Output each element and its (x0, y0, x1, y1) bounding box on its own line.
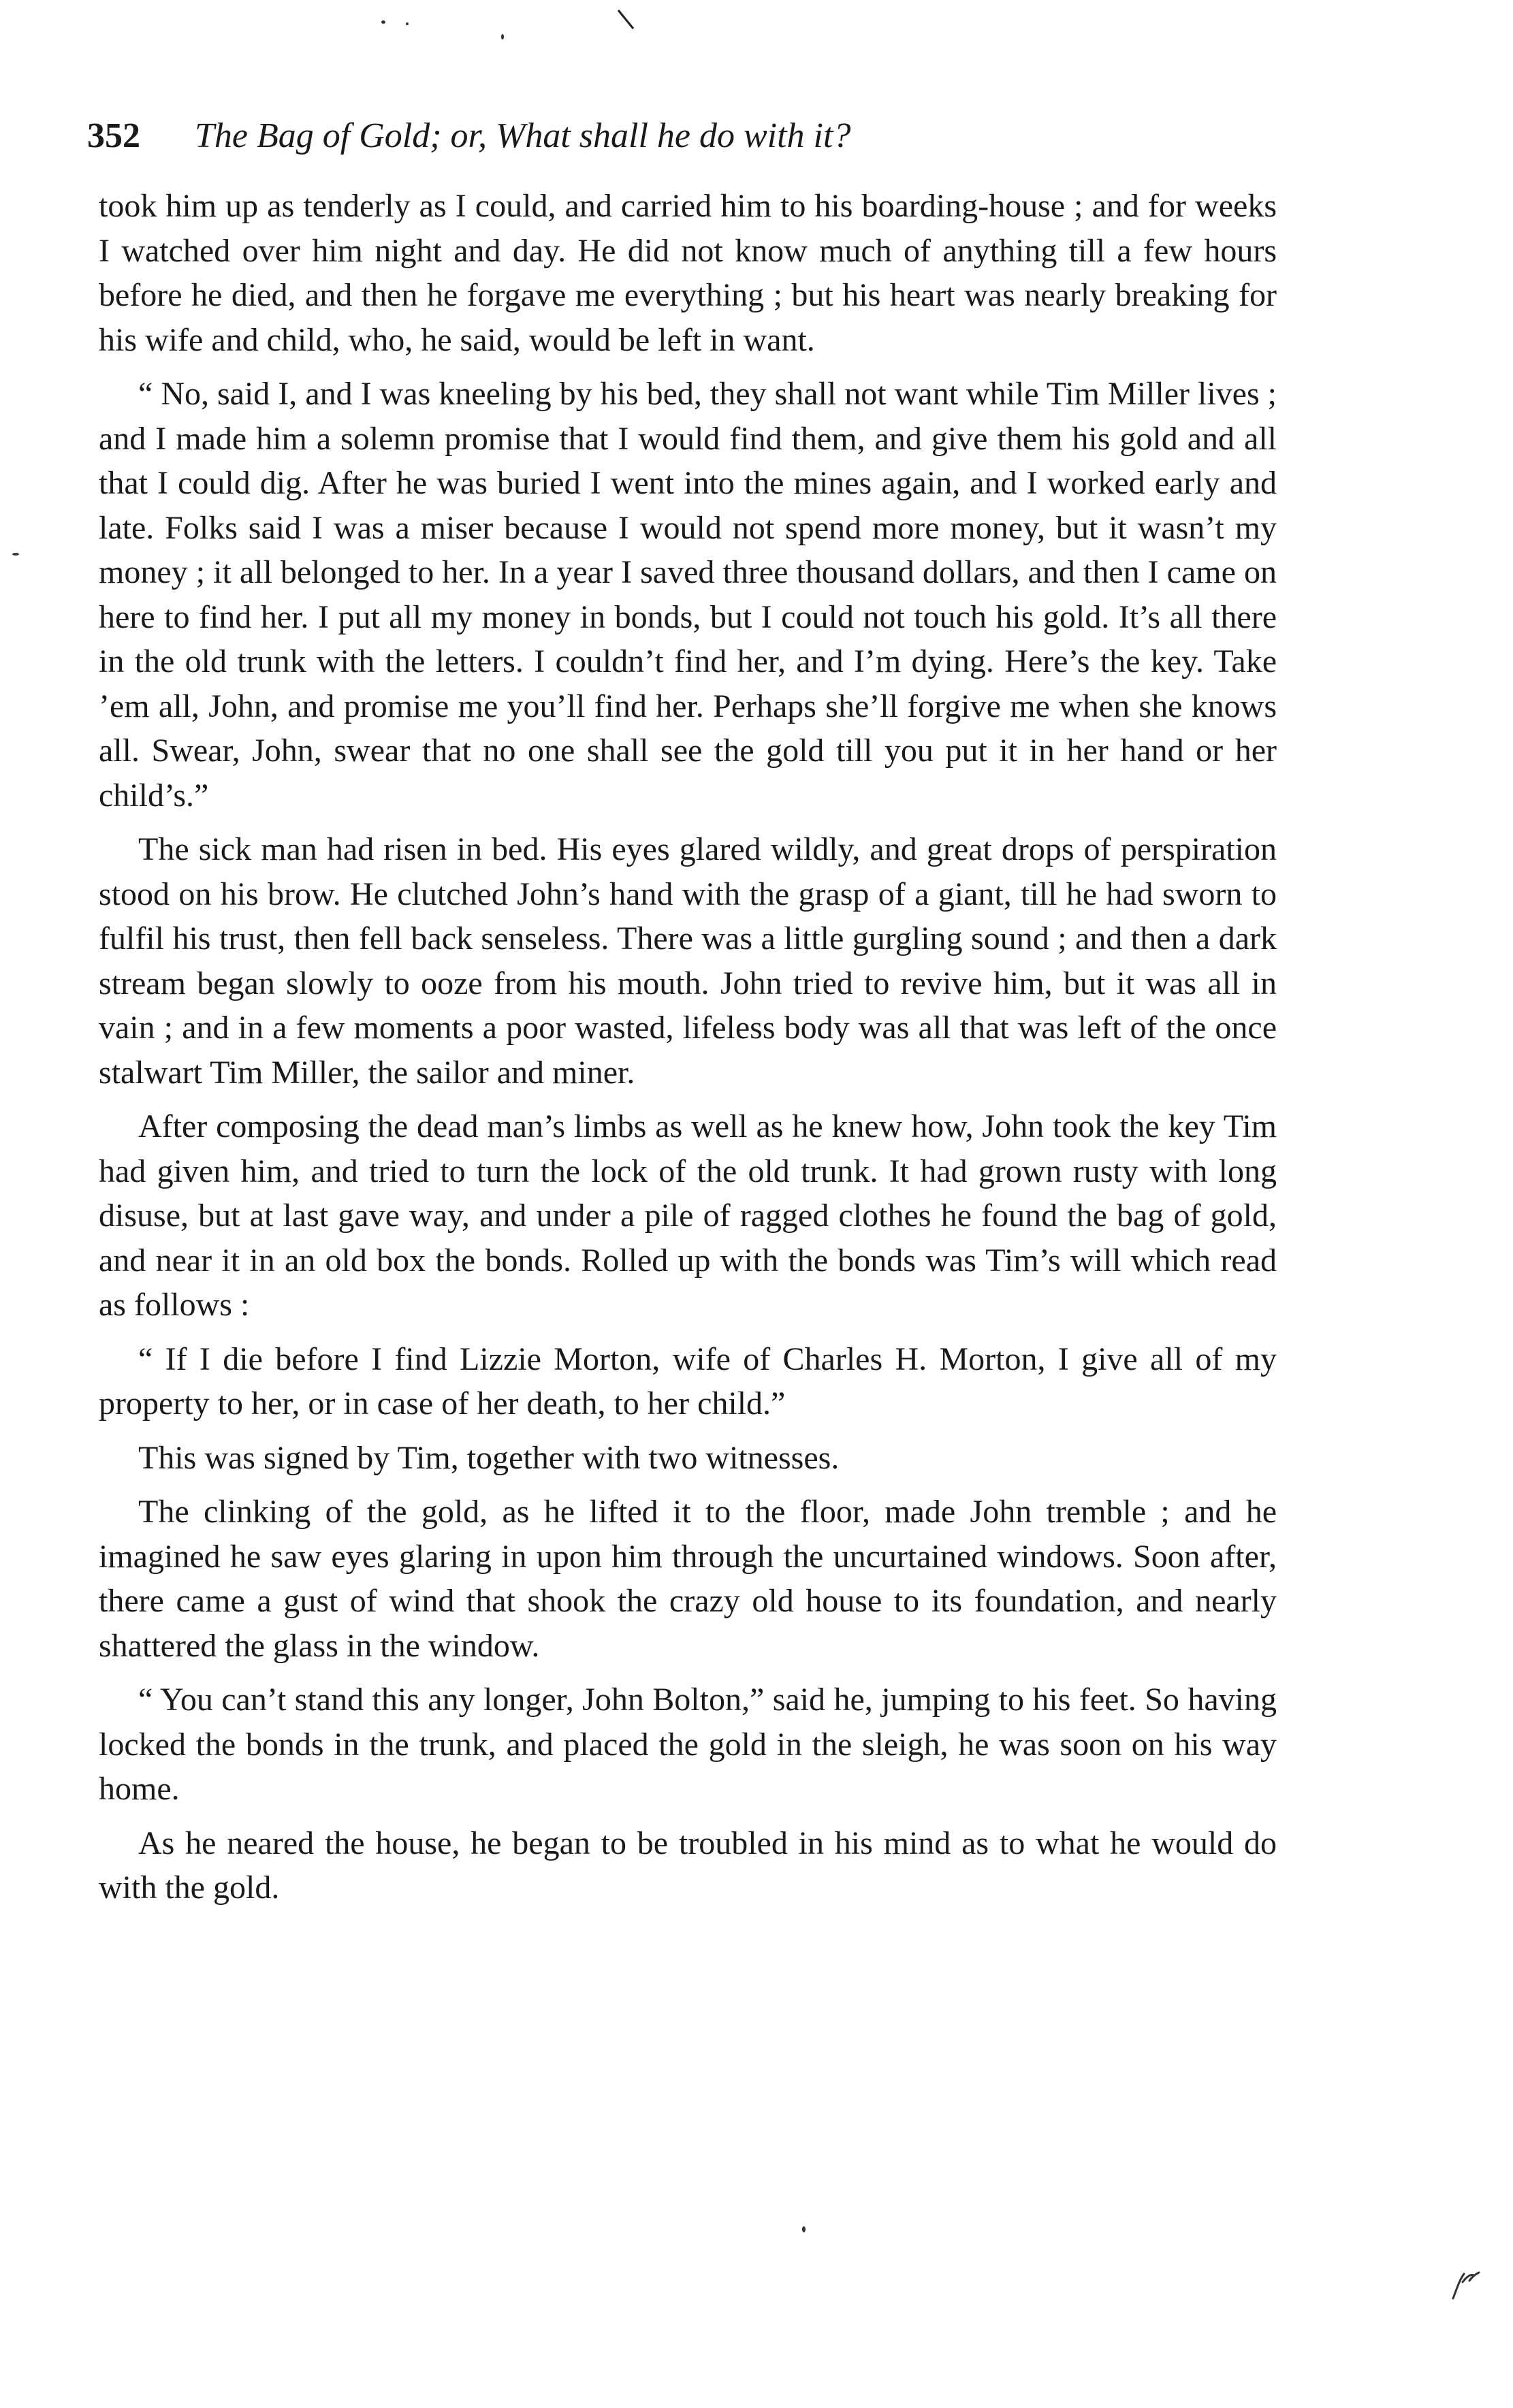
paragraph: As he neared the house, he began to be troubled in his mind as to what he would do with the gold. (99, 1825, 1277, 1906)
page-number: 352 (87, 116, 140, 155)
ink-speck (802, 2226, 806, 2232)
ink-stroke (613, 7, 640, 34)
ink-speck (501, 34, 504, 39)
pencil-mark (1450, 2267, 1480, 2301)
paragraph: “ No, said I, and I was kneeling by his bed, they shall not want while Tim Miller lives ; and I made him a solemn promise that I would find them, and give them his gold and all that I could dig. After he was buried I went into the mines again, and I worked early and late. Folks said I was a miser because I would not spend more money, but it wasn’t my money ; it all belonged to her. In a year I saved three thousand dollars, and then I came on here to find her. I put all my money in bonds, but I could not touch his gold. It’s all there in the old trunk with the letters. I couldn’t find her, and I’m dying. Here’s the key. Take ’em all, John, and promise me you’ll find her. Perhaps she’ll forgive me when she knows all. Swear, John, swear that no one shall see the gold till you put it in her hand or her child’s.” (99, 376, 1277, 814)
body-text (99, 184, 1277, 1910)
paragraph: took him up as tenderly as I could, and carried him to his boarding-house ; and for weeks I watched over him night and day. He did not know much of anything till a few hours before he died, and then he forgave me everything ; but his heart was nearly breaking for his wife and child, who, he said, would be left in want. (99, 188, 1277, 358)
ink-speck (381, 20, 385, 24)
paragraph: The sick man had risen in bed. His eyes glared wildly, and great drops of perspiration stood on his brow. He clutched John’s hand with the grasp of a giant, till he had sworn to fulfil his trust, then fell back senseless. There was a little gurgling sound ; and then a dark stream began slowly to ooze from his mouth. John tried to revive him, but it was all in vain ; and in a few moments a poor wasted, lifeless body was all that was left of the once stalwart Tim Miller, the sailor and miner. (99, 831, 1277, 1091)
ink-speck (406, 22, 409, 25)
paragraph: After composing the dead man’s limbs as well as he knew how, John took the key Tim had given him, and tried to turn the lock of the old trunk. It had grown rusty with long disuse, but at last gave way, and under a pile of ragged clothes he found the bag of gold, and near it in an old box the bonds. Rolled up with the bonds was Tim’s will which read as follows : (99, 1108, 1277, 1323)
paragraph: The clinking of the gold, as he lifted it to the floor, made John tremble ; and he imagined he saw eyes glaring in upon him through the uncurtained windows. Soon after, there came a gust of wind that shook the crazy old house to its foundation, and nearly shattered the glass in the window. (99, 1494, 1277, 1664)
paragraph: “ You can’t stand this any longer, John Bolton,” said he, jumping to his feet. So having locked the bonds in the trunk, and placed the gold in the sleigh, he was soon on his way home. (99, 1682, 1277, 1807)
running-header (87, 116, 1279, 163)
ink-speck (12, 553, 19, 556)
paragraph: This was signed by Tim, together with two witnesses. (138, 1439, 840, 1476)
running-title: The Bag of Gold; or, What shall he do with it? (195, 116, 851, 155)
paragraph: “ If I die before I find Lizzie Morton, wife of Charles H. Morton, I give all of my property to her, or in case of her death, to her child.” (99, 1341, 1277, 1422)
